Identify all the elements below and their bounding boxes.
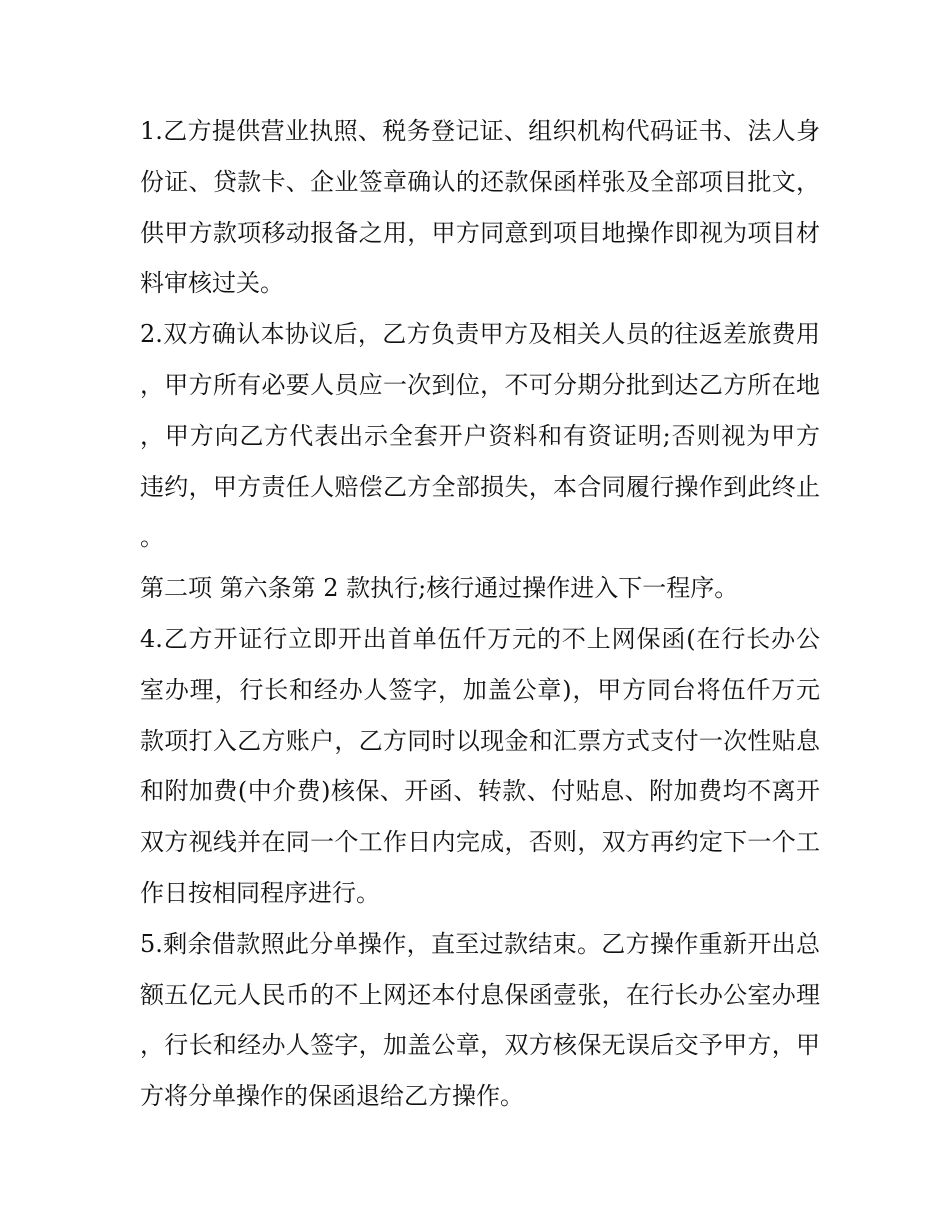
paragraph-item-4: 4.乙方开证行立即开出首单伍仟万元的不上网保函(在行长办公室办理，行长和经办人签字，加盖公章)，甲方同台将伍仟万元款项打入乙方账户，乙方同时以现金和汇票方式支付一次性贴息和附加费(中介费)核保、开函、转款、付贴息、附加费均不离开双方视线并在同一个工作日内完成，否则，双方再约定下一个工作日按相同程序进行。 [140, 624, 820, 907]
paragraph-section-2: 第二项 第六条第 2 款执行;核行通过操作进入下一程序。 [140, 574, 739, 603]
paragraph-item-1: 1.乙方提供营业执照、税务登记证、组织机构代码证书、法人身份证、贷款卡、企业签章确认的还款保函样张及全部项目批文，供甲方款项移动报备之用，甲方同意到项目地操作即视为项目材料审核过关。 [140, 117, 820, 298]
paragraph-item-2: 2.双方确认本协议后，乙方负责甲方及相关人员的往返差旅费用，甲方所有必要人员应一次到位，不可分期分批到达乙方所在地，甲方向乙方代表出示全套开户资料和有资证明;否则视为甲方违约，甲方责任人赔偿乙方全部损失，本合同履行操作到此终止。 [140, 320, 820, 552]
paragraph-item-5: 5.剩余借款照此分单操作，直至过款结束。乙方操作重新开出总额五亿元人民币的不上网还本付息保函壹张，在行长办公室办理，行长和经办人签字，加盖公章，双方核保无误后交予甲方，甲方将分单操作的保函退给乙方操作。 [140, 929, 820, 1111]
document-body [140, 106, 820, 1122]
